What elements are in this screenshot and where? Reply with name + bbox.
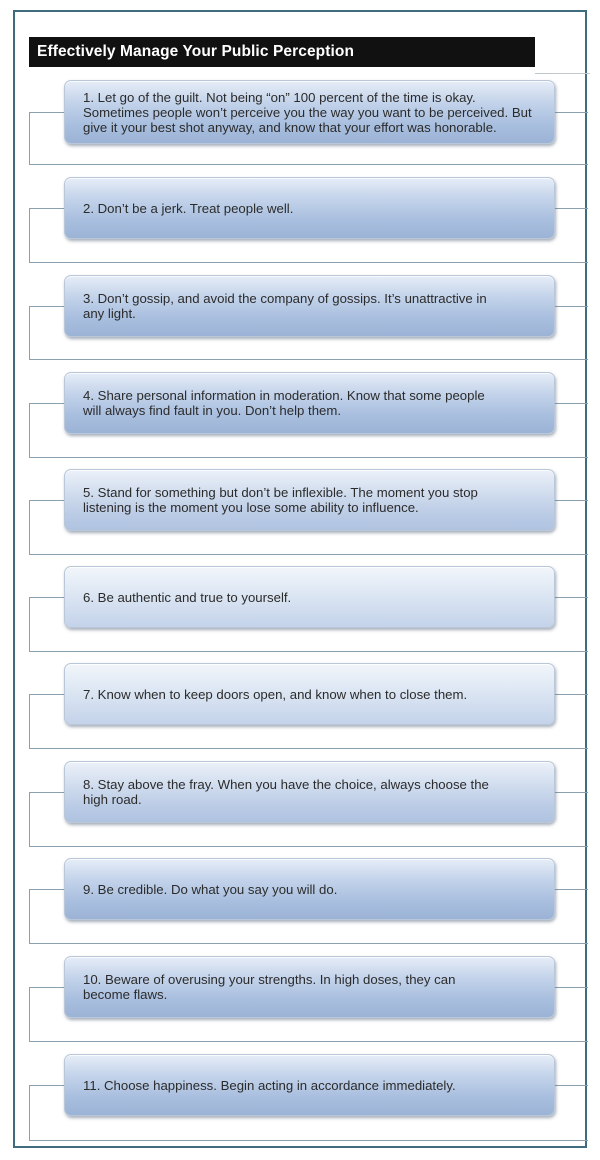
item-text: 4. Share personal information in moderation. Know that some people will always find fault in you. Don’t help them. xyxy=(83,388,485,418)
item-connector xyxy=(555,597,588,598)
page-title: Effectively Manage Your Public Perception xyxy=(29,37,535,67)
list-item xyxy=(64,372,555,434)
item-connector xyxy=(555,889,588,890)
item-connector xyxy=(555,1085,588,1086)
item-text: 6. Be authentic and true to yourself. xyxy=(83,589,292,605)
item-text: 11. Choose happiness. Begin acting in accordance immediately. xyxy=(83,1077,456,1093)
list-item xyxy=(64,80,555,144)
item-connector xyxy=(555,987,588,988)
item-connector xyxy=(555,306,588,307)
list-item xyxy=(64,761,555,823)
item-connector xyxy=(29,987,64,988)
item-text: 2. Don’t be a jerk. Treat people well. xyxy=(83,200,294,216)
item-text: 1. Let go of the guilt. Not being “on” 100 percent of the time is okay. Sometimes people won’t perceive you the way you want to be perceived. But give it your best shot anyway, and know that your effort was honorable. xyxy=(83,89,532,135)
item-text: 3. Don’t gossip, and avoid the company of gossips. It’s unattractive in any light. xyxy=(83,291,487,321)
list-item xyxy=(64,566,555,628)
item-text: 9. Be credible. Do what you say you will do. xyxy=(83,881,338,897)
list-item xyxy=(64,1054,555,1116)
item-connector xyxy=(555,792,588,793)
list-item xyxy=(64,858,555,920)
list-item xyxy=(64,275,555,337)
item-text: 10. Beware of overusing your strengths. In high doses, they can become flaws. xyxy=(83,972,456,1002)
item-text: 7. Know when to keep doors open, and know when to close them. xyxy=(83,686,468,702)
item-connector xyxy=(555,500,588,501)
item-connector xyxy=(29,694,64,695)
item-connector xyxy=(29,889,64,890)
item-connector xyxy=(555,208,588,209)
item-connector xyxy=(555,403,588,404)
item-text: 8. Stay above the fray. When you have the choice, always choose the high road. xyxy=(83,777,489,807)
item-text: 5. Stand for something but don’t be inflexible. The moment you stop listening is the moment you lose some ability to influence. xyxy=(83,485,478,515)
item-connector xyxy=(29,1085,64,1086)
list-item xyxy=(64,469,555,531)
item-connector xyxy=(29,792,64,793)
item-connector xyxy=(555,694,588,695)
list-item xyxy=(64,663,555,725)
item-connector xyxy=(29,208,64,209)
list-item xyxy=(64,177,555,239)
item-connector xyxy=(29,112,64,113)
item-connector xyxy=(29,597,64,598)
item-connector xyxy=(29,500,64,501)
item-connector xyxy=(29,403,64,404)
item-connector xyxy=(29,306,64,307)
list-item xyxy=(64,956,555,1018)
item-connector xyxy=(555,112,588,113)
